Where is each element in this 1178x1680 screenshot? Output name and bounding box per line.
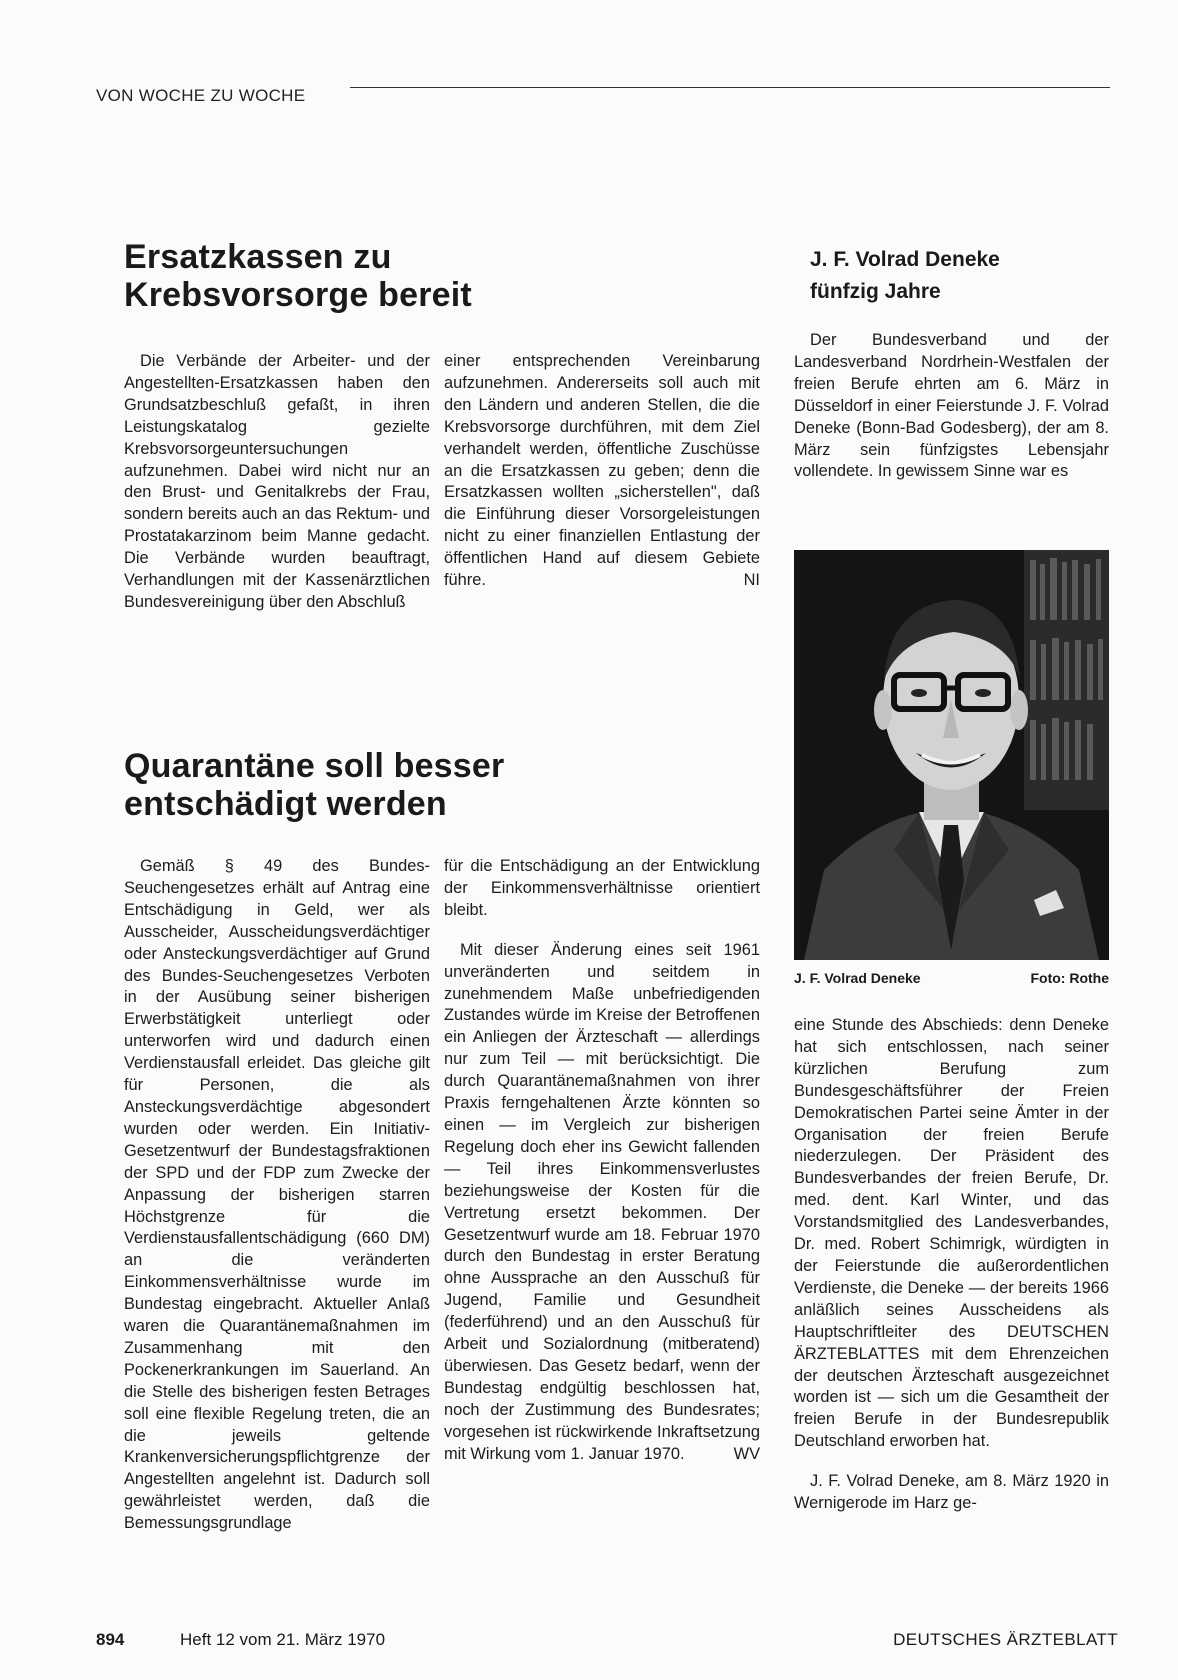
article3-headline bbox=[810, 244, 1110, 308]
article1-headline-line2: Krebsvorsorge bereit bbox=[124, 276, 472, 314]
article2-headline-line2: entschädigt werden bbox=[124, 785, 447, 823]
article3-headline-line1: J. F. Volrad Deneke bbox=[810, 248, 1000, 271]
caption-credit: Foto: Rothe bbox=[1030, 970, 1109, 986]
article1-headline bbox=[124, 238, 684, 314]
article2-col2-p2: Mit dieser Änderung eines seit 1961 unveränderten und seitdem in zunehmendem Maße unbefriedigenden Zustandes würde im Kreise der Betroffenen ein Anliegen der Ärzteschaft — allerdings nur zum Teil — mit berücksichtigt. Die durch Quarantänemaßnahmen von ihrer Praxis ferngehaltenen Ärzte könnten so einen — im Vergleich zur bisherigen Regelung doch eher ins Gewicht fallenden — Teil ihres Einkommensverlustes beziehungsweise der Kosten für die Vertretung ersetzt bekommen. Der Gesetzentwurf wurde am 18. Februar 1970 durch den Bundestag in erster Beratung ohne Aussprache an den Ausschuß für Jugend, Familie und Gesundheit (federführend) und an den Ausschuß für Arbeit und Sozialordnung (mitberatend) überwiesen. Das Gesetz bedarf, wenn der Bundestag endgültig beschlossen hat, noch der Zustimmung des Bundesrates; vorgesehen ist rückwirkende Inkraftsetzung mit Wirkung vom 1. Januar 1970. WV bbox=[444, 940, 760, 1466]
page-number: 894 bbox=[96, 1630, 125, 1649]
article1-column-2 bbox=[444, 351, 760, 592]
article1-col1-text: Die Verbände der Arbeiter- und der Angestellten-Ersatzkassen haben den Grundsatzbeschluß gefaßt, in ihren Leistungskatalog gezielte Krebsvorsorgeuntersuchungen aufzunehmen. Dabei wird nicht nur an den Brust- und Genitalkrebs der Frau, sondern bereits auch an das Rektum- und Prostatakarzinom beim Manne gedacht. Die Verbände wurden beauftragt, Verhandlungen mit der Kassenärztlichen Bundesvereinigung über den Abschluß bbox=[124, 352, 430, 611]
article2-headline bbox=[124, 747, 684, 823]
article3-headline-line2: fünfzig Jahre bbox=[810, 280, 941, 303]
issue-info: Heft 12 vom 21. März 1970 bbox=[180, 1630, 386, 1649]
photo-caption bbox=[794, 970, 1109, 986]
article3-body bbox=[794, 1015, 1109, 1515]
caption-name: J. F. Volrad Deneke bbox=[794, 970, 921, 986]
article3-intro-text: Der Bundesverband und der Landesverband Nordrhein-Westfalen der freien Berufe ehrten am 6. März in Düsseldorf in einer Feierstunde J. F. Volrad Deneke (Bonn-Bad Godesberg), der am 8. März sein fünfzigstes Lebensjahr vollendete. In gewissem Sinne war es bbox=[794, 331, 1109, 481]
article3-body-p2: J. F. Volrad Deneke, am 8. März 1920 in Wernigerode im Harz ge- bbox=[794, 1472, 1109, 1513]
article1-signature: NI bbox=[743, 571, 760, 590]
article1-col2-text: einer entsprechenden Vereinbarung aufzunehmen. Andererseits soll auch mit den Ländern und anderen Stellen, die die Krebsvorsorge durchführen, mit dem Ziel verhandelt werden, öffentliche Zuschüsse an die Ersatzkassen zu geben; denn die Ersatzkassen wollten „sicherstellen", daß die Einführung dieser Vorsorgeleistungen nicht zu einer finanziellen Entlastung der öffentlichen Hand auf diesem Gebiete führe. NI bbox=[444, 351, 760, 592]
header-rule bbox=[350, 87, 1110, 88]
article3-intro bbox=[794, 330, 1109, 483]
article2-col1-text: Gemäß § 49 des Bundes-Seuchengesetzes erhält auf Antrag eine Entschädigung in Geld, wer als Ausscheider, Ausscheidungsverdächtiger oder Ansteckungsverdächtiger auf Grund des Bundes-Seuchengesetzes Verboten in der Ausübung seiner bisherigen Erwerbstätigkeit unterliegt oder unterworfen wird und dadurch einen Verdienstausfall erleidet. Das gleiche gilt für Personen, die als Ansteckungsverdächtige abgesondert wurden oder werden. Ein Initiativ-Gesetzentwurf der Bundestagsfraktionen der SPD und der FDP zum Zwecke der Anpassung der bisherigen starren Höchstgrenze für die Verdienstausfallentschädigung (660 DM) an die veränderten Einkommensverhältnisse wurde im Bundestag eingebracht. Aktueller Anlaß waren die Quarantänemaßnahmen im Zusammenhang mit den Pockenerkrankungen im Sauerland. An die Stelle des bisherigen festen Betrages soll eine flexible Regelung treten, die an die jeweils geltende Krankenversicherungspflichtgrenze der Angestellten angelehnt ist. Dadurch soll gewährleistet werden, daß die Bemessungsgrundlage bbox=[124, 857, 430, 1533]
section-label: VON WOCHE ZU WOCHE bbox=[96, 86, 306, 105]
article1-column-1 bbox=[124, 351, 430, 614]
article2-col2-p1: für die Entschädigung an der Entwicklung der Einkommensverhältnisse orientiert bleibt. bbox=[444, 857, 760, 919]
article2-column-1 bbox=[124, 856, 430, 1535]
portrait-photo bbox=[794, 550, 1109, 960]
article3-body-p1: eine Stunde des Abschieds: denn Deneke hat sich entschlossen, nach seiner kürzlichen Berufung zum Bundesgeschäftsführer der Freien Demokratischen Partei seine Ämter in der Organisation der freien Berufe niederzulegen. Der Präsident des Bundesverbandes der freien Berufe, Dr. med. dent. Karl Winter, und das Vorstandsmitglied des Landesverbandes, Dr. med. Robert Schimrigk, würdigten in der Feierstunde die außerordentlichen Verdienste, die Deneke — der bereits 1966 anläßlich seines Ausscheidens als Hauptschriftleiter des DEUTSCHEN ÄRZTEBLATTES mit dem Ehrenzeichen der deutschen Ärzteschaft ausgezeichnet worden ist — sich um die Gesamtheit der freien Berufe in der Bundesrepublik Deutschland erworben hat. bbox=[794, 1016, 1109, 1451]
article1-headline-line1: Ersatzkassen zu bbox=[124, 238, 392, 276]
article2-column-2 bbox=[444, 856, 760, 1465]
article2-signature: WV bbox=[733, 1444, 760, 1463]
article2-headline-line1: Quarantäne soll besser bbox=[124, 747, 505, 785]
magazine-name: DEUTSCHES ÄRZTEBLATT bbox=[893, 1630, 1118, 1649]
